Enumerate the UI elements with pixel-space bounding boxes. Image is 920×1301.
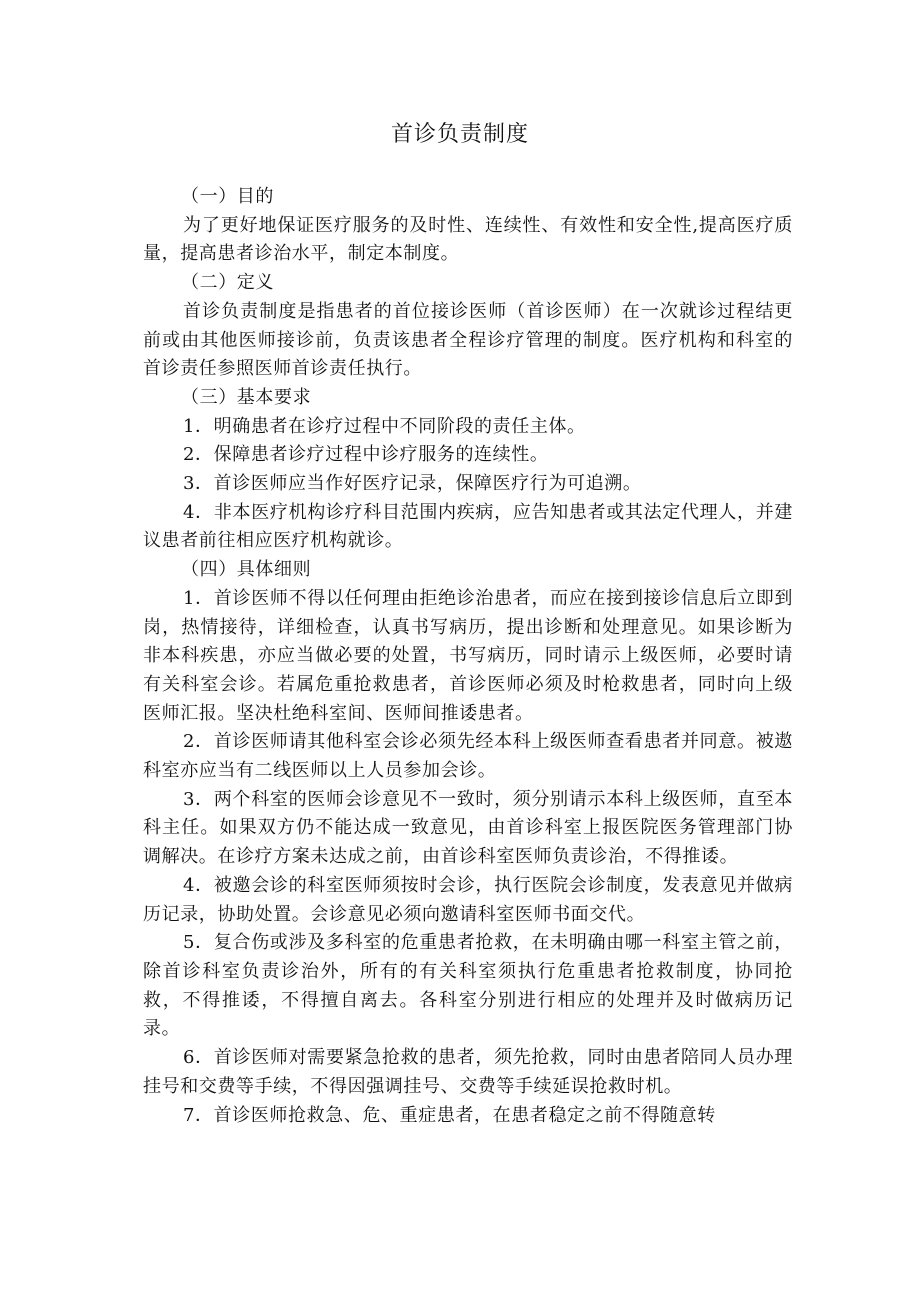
rule-item-6: 6．首诊医师对需要紧急抢救的患者，须先抢救，同时由患者陪同人员办理挂号和交费等手续，不得因强调挂号、交费等手续延误抢救时机。 [143, 1047, 793, 1097]
paragraph-purpose: 为了更好地保证医疗服务的及时性、连续性、有效性和安全性,提高医疗质量，提高患者诊治水平，制定本制度。 [143, 214, 793, 265]
rule-item-1: 1．首诊医师不得以任何理由拒绝诊治患者，而应在接到接诊信息后立即到岗，热情接待，详细检查，认真书写病历，提出诊断和处理意见。如果诊断为非本科疾患，亦应当做必要的处置，书写病历，同时请示上级医师，必要时请有关科室会诊。若属危重抢救患者，首诊医师必须及时枪救患者，同时向上级医师汇报。坚决杜绝科室间、医师间推诿患者。 [143, 587, 793, 724]
rule-item-7: 7．首诊医师抢救急、危、重症患者，在患者稳定之前不得随意转 [183, 1104, 716, 1126]
section-heading-detailed-rules: （四）具体细则 [181, 559, 312, 581]
section-heading-purpose: （一）目的 [181, 186, 274, 207]
rule-item-2: 2．首诊医师请其他科室会诊必须先经本科上级医师查看患者并同意。被遨科室亦应当有二线医师以上人员参加会诊。 [143, 731, 793, 782]
document-title: 首诊负责制度 [390, 122, 529, 147]
document-body [143, 183, 793, 1130]
rule-item-4: 4．被邀会诊的科室医师须按时会诊，执行医院会诊制度，发表意见并做病历记录，协助处置。会诊意见必须向邀请科室医师书面交代。 [143, 874, 793, 925]
requirement-item-2: 2．保障患者诊疗过程中诊疗服务的连续性。 [183, 444, 549, 466]
requirement-item-1: 1．明确患者在诊疗过程中不同阶段的责任主体。 [183, 415, 586, 437]
rule-item-3: 3．两个科室的医师会诊意见不一致时，须分别请示本科上级医师，直至本科主任。如果双方仍不能达成一致意见，由首诊科室上报医院医务管理部门协调解决。在诊疗方案未达成之前，由首诊科室医师负责诊治，不得推诿。 [143, 788, 793, 868]
section-heading-basic-requirements: （三）基本要求 [181, 386, 312, 408]
requirement-item-4: 4．非本医疗机构诊疗科目范围内疾病，应告知患者或其法定代理人，并建议患者前往相应医疗机构就诊。 [143, 501, 793, 552]
section-heading-definition: （二）定义 [181, 272, 274, 294]
rule-item-5: 5．复合伤或涉及多科室的危重患者抢救，在未明确由哪一科室主管之前，除首诊科室负责诊治外，所有的有关科室须执行危重患者抢救制度，协同抢救，不得推诿，不得擅自离去。各科室分别进行相应的处理并及时做病历记录。 [143, 932, 793, 1040]
paragraph-definition: 首诊负责制度是指患者的首位接诊医师（首诊医师）在一次就诊过程结更前或由其他医师接诊前，负责该患者全程诊疗管理的制度。医疗机构和科室的首诊责任参照医师首诊责任执行。 [143, 300, 793, 380]
requirement-item-3: 3．首诊医师应当作好医疗记录，保障医疗行为可追溯。 [183, 473, 642, 495]
